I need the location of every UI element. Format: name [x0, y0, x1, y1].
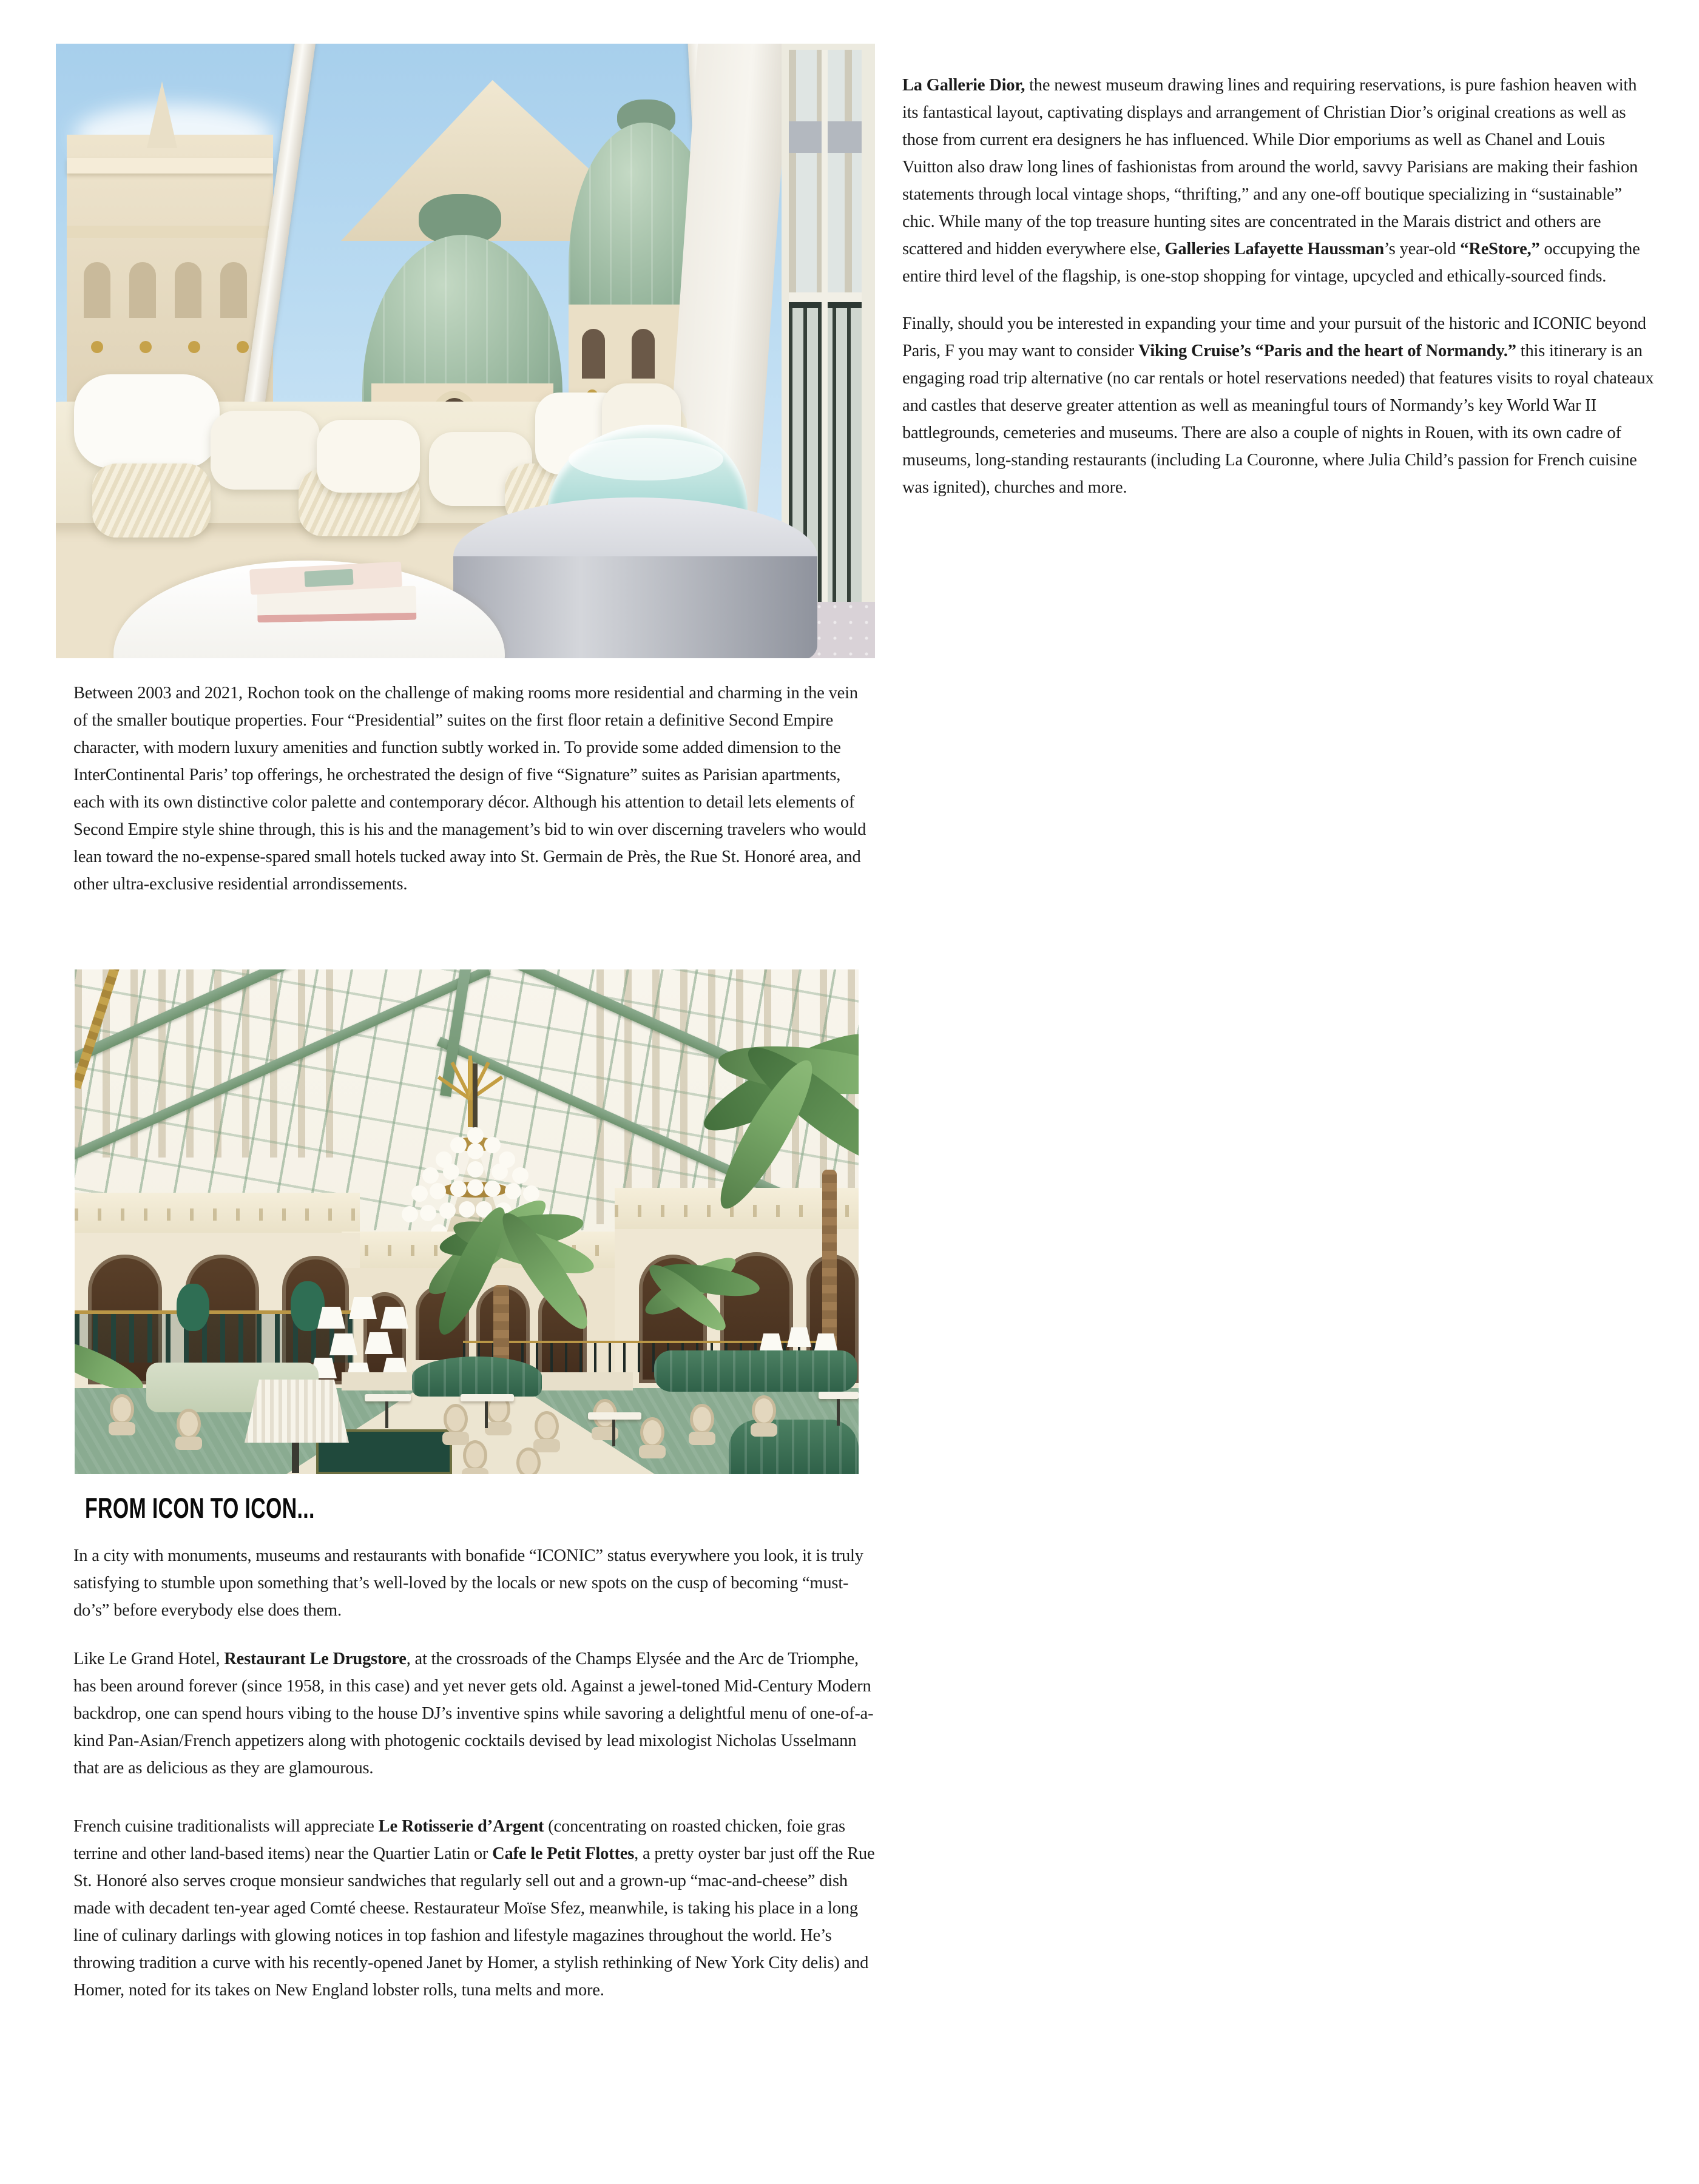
arched-niche — [220, 262, 247, 318]
paragraph-le-drugstore: Like Le Grand Hotel, Restaurant Le Drugstore, at the crossroads of the Champs Elysée and the Arc de Triomphe, has been around forever (since 1958, in this case) and yet never gets old. Against a jewel-toned Mid-Century Modern backdrop, one can spend hours vibing to the house DJ’s inventive spins while savoring a delightful menu of one-of-a-kind Pan-Asian/French appetizers along with photogenic cocktails devised by lead mixologist Nicholas Usselmann that are as delicious as they are glamourous. — [73, 1650, 874, 1778]
salon-chair — [109, 1394, 135, 1440]
paragraph-viking-cruise: Finally, should you be interested in expanding your time and your pursuit of the historic and ICONIC beyond Paris, F you may want to consider Viking Cruise’s “Paris and the heart of Normandy.” this itinerary is an engaging road trip alternative (no car rentals or hotel reservations needed) that features visits to royal chateaux and castles that deserve greater attention as well as meaningful tours of Normandy’s key World War II battlegrounds, cemeteries and museums. There are also a couple of nights in Rouen, with its own cadre of museums, long-standing restaurants (including La Couronne, where Julia Child’s passion for French cuisine was ignited), churches and more. — [902, 314, 1654, 497]
pedestal-table-side — [453, 556, 817, 658]
paragraph-rochon: Between 2003 and 2021, Rochon took on the challenge of making rooms more residential and charming in the vein of the smaller boutique properties. Four “Presidential” suites on the first floor retain a definitive Second Empire character, with modern luxury amenities and function subtly worked in. To provide some added dimension to the InterContinental Paris’ top offerings, he orchestrated the design of five “Signature” suites as Parisian apartments, each with its own distinctive color palette and contemporary décor. Although his attention to detail lets elements of Second Empire style shine through, this is his and the management’s bid to win over discerning travelers who would lean toward the no-expense-spared small hotels tucked away into St. Germain de Près, the Rue St. Honoré area, and other ultra-exclusive residential arrondissements. — [73, 684, 866, 894]
right-column — [902, 72, 1655, 521]
arched-niche — [84, 262, 110, 318]
paragraph-rotisserie: French cuisine traditionalists will appreciate Le Rotisserie d’Argent (concentrating on roasted chicken, foie gras terrine and other land-based items) near the Quartier Latin or Cafe le Petit Flottes, a pretty oyster bar just off the Rue St. Honoré also serves croque monsieur sandwiches that regularly sell out and a grown-up “mac-and-cheese” dish made with decadent ten-year aged Comté cheese. Restaurateur Moïse Sfez, meanwhile, is taking his place in a long line of culinary darlings with glowing notices in top fashion and lifestyle magazines throughout the world. He’s throwing tradition a curve with his recently-opened Janet by Homer, a stylish rethinking of New York City delis) and Homer, noted for its takes on New England lobster rolls, tuna melts and more. — [73, 1817, 875, 2000]
lamp-base — [292, 1443, 299, 1473]
fur-pillow — [74, 374, 220, 468]
gold-medallion — [91, 341, 103, 353]
photo-atrium-restaurant — [75, 969, 859, 1474]
paragraph-icon-intro: In a city with monuments, museums and restaurants with bonafide “ICONIC” status everywhere you look, it is truly satisfying to stumble upon something that’s well-loved by the locals or new spots on the cusp of becoming “must-do’s” before everybody else does them. — [73, 1546, 863, 1620]
salon-chair — [515, 1448, 542, 1474]
salon-chair — [175, 1409, 202, 1455]
paragraph-la-gallerie-dior: La Gallerie Dior, the newest museum drawing lines and requiring reservations, is pure fashion heaven with its fantastical layout, captivating displays and arrangement of Christian Dior’s original creations as well as those from current era designers he has influenced. While Dior emporiums as well as Chanel and Louis Vuitton also draw long lines of fashionistas from around the world, savvy Parisians are making their fashion statements through local vintage shops, “thrifting,” and any one-off boutique specializing in “sustainable” chic. While many of the top treasure hunting sites are concentrated in the Marais district and others are scattered and hidden everywhere else, Galleries Lafayette Haussman’s year-old “ReStore,” occupying the entire third level of the flagship, is one-stop shopping for vintage, upcycled and ethically-sourced finds. — [902, 76, 1640, 286]
gold-medallion — [237, 341, 249, 353]
cornice — [67, 226, 273, 238]
salon-chair — [462, 1440, 488, 1474]
glass-bowl-rim — [569, 438, 723, 480]
cornice — [67, 158, 273, 174]
book-label — [304, 569, 353, 587]
gold-medallion — [140, 341, 152, 353]
arched-window — [632, 329, 655, 379]
photo-suite-opera-view — [56, 44, 875, 658]
marble-urn — [177, 1284, 209, 1331]
banquette-sofa — [654, 1350, 857, 1392]
pleated-lamp-shade — [245, 1380, 349, 1443]
gold-medallion — [188, 341, 200, 353]
section-heading: FROM ICON TO ICON... — [85, 1492, 315, 1524]
chandelier-globes — [467, 1127, 484, 1144]
banquette-sofa — [729, 1420, 859, 1474]
section-heading-wrap — [85, 1491, 404, 1525]
chevron-pillow — [92, 463, 211, 538]
arched-window — [582, 329, 605, 379]
salon-chair — [639, 1417, 666, 1463]
arched-niche — [175, 262, 201, 318]
door-mullion — [822, 50, 828, 626]
salon-chair — [751, 1395, 777, 1441]
arched-niche — [129, 262, 156, 318]
banquette-sofa — [412, 1357, 542, 1397]
garland-frieze — [75, 1208, 360, 1221]
salon-chair — [689, 1404, 715, 1450]
chandelier-gold-tier — [442, 1182, 508, 1198]
pillow — [317, 420, 420, 493]
